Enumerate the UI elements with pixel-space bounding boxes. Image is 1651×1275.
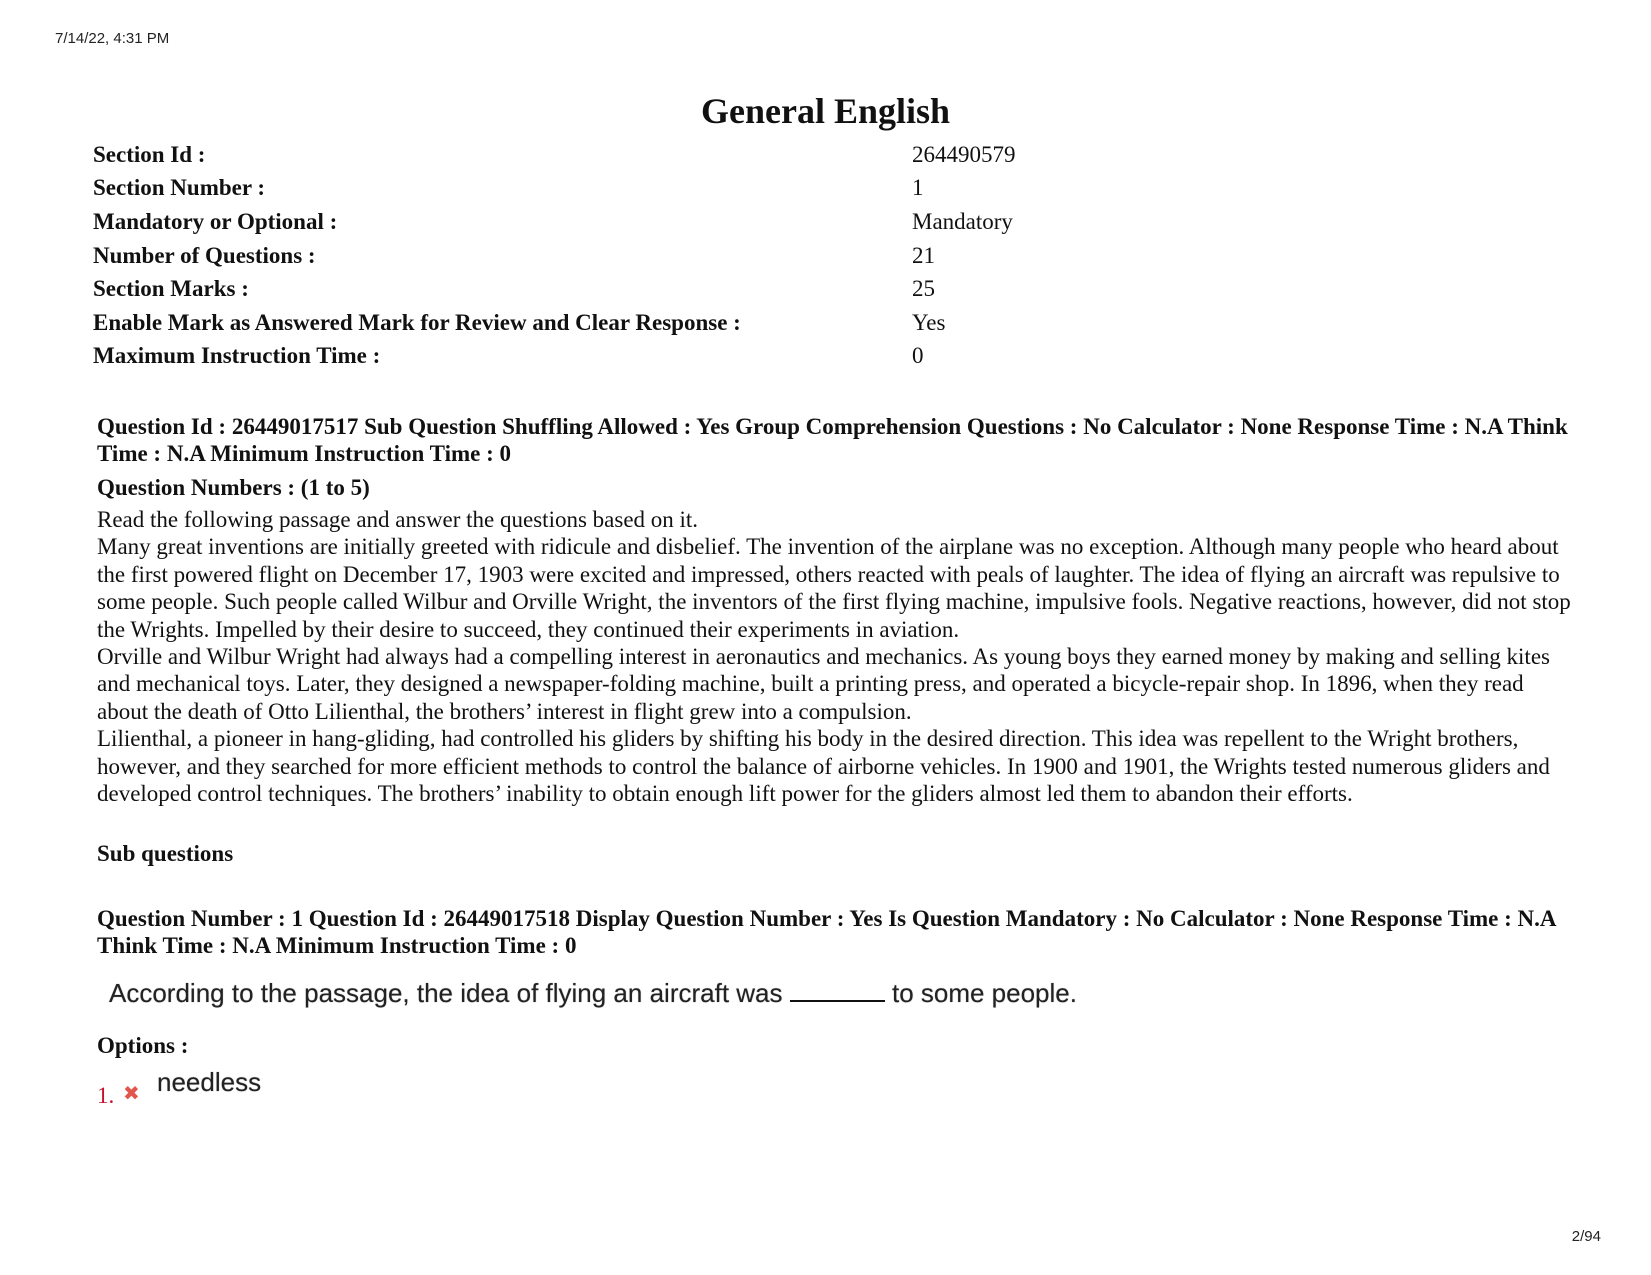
passage-paragraph: Orville and Wilbur Wright had always had a compelling interest in aeronautics and mechanics. As young boys they earned money by making and selling kites and mechanical toys. Later, they designed a newspaper-folding machine, built a printing press, and operated a bicycle-repair shop. In 1896, when they read about the death of Otto Lilienthal, the brothers’ interest in flight grew into a compulsion. [97,644,1550,724]
question-numbers: Question Numbers : (1 to 5) [97,475,370,500]
question-group-meta: Question Id : 26449017517 Sub Question Shuffling Allowed : Yes Group Comprehension Questions : No Calculator : None Response Time : N.A Think Time : N.A Minimum Instruction Time : 0 [97,414,1568,466]
section-info-label: Section Marks : [93,276,249,302]
cross-icon: ✖ [123,1081,140,1106]
section-info-row [93,239,1016,273]
passage [97,506,1577,807]
passage-paragraph: Lilienthal, a pioneer in hang-gliding, had controlled his gliders by shifting his body in the desired direction. This idea was repellent to the Wright brothers, however, and they searched for more efficient methods to control the balance of airborne vehicles. In 1900 and 1901, the Wrights tested numerous gliders and developed control techniques. The brothers’ inability to obtain enough lift power for the gliders almost led them to abandon their efforts. [97,726,1550,807]
section-title: General English [700,91,951,131]
section-info-value: Yes [912,309,946,335]
section-info-table [93,138,1016,373]
section-info-value: 25 [912,276,935,302]
option-item [97,1061,1577,1111]
section-info-row [93,272,1016,306]
passage-paragraph: Many great inventions are initially greeted with ridicule and disbelief. The invention of the airplane was no exception. Although many people who heard about the first powered flight on December 17, 1903 were excited and impressed, others reacted with peals of laughter. The idea of flying an aircraft was repulsive to some people. Such people called Wilbur and Orville Wright, the inventors of the first flying machine, impulsive fools. Negative reactions, however, did not stop the Wrights. Impelled by their desire to succeed, they continued their experiments in aviation. [97,534,1571,642]
sub-questions-heading: Sub questions [97,841,234,867]
option-number: 1. [97,1083,115,1109]
section-info-row [93,205,1016,239]
options-label: Options : [97,1033,189,1059]
section-info-value: 264490579 [912,141,1016,167]
section-info-row [93,138,1016,172]
question-content [97,413,1577,1111]
section-info-label: Mandatory or Optional : [93,208,338,234]
section-info-label: Enable Mark as Answered Mark for Review and Clear Response : [93,309,741,335]
section-info-row [93,340,1016,374]
section-info-value: 1 [912,175,924,201]
sub-question-meta: Question Number : 1 Question Id : 26449017518 Display Question Number : Yes Is Question Mandatory : No Calculator : None Response Time : N.A Think Time : N.A Minimum Instruction Time : 0 [97,906,1556,959]
section-info-label: Number of Questions : [93,242,316,268]
section-info-label: Maximum Instruction Time : [93,343,381,369]
question-text-before: According to the passage, the idea of flying an aircraft was [109,978,783,1009]
passage-paragraph: Read the following passage and answer the questions based on it. [97,507,699,532]
section-info-row [93,306,1016,340]
section-info-value: 0 [912,343,924,369]
timestamp: 7/14/22, 4:31 PM [55,30,170,47]
answer-blank [790,982,885,1002]
page-number: 2/94 [1571,1228,1601,1245]
section-info-value: Mandatory [912,208,1013,234]
section-info-label: Section Number : [93,175,266,201]
option-text: needless [157,1067,262,1098]
question-text [109,975,1089,1012]
section-info-value: 21 [912,242,935,268]
section-info-row [93,172,1016,206]
question-text-after: to some people. [891,978,1077,1009]
section-info-label: Section Id : [93,141,206,167]
